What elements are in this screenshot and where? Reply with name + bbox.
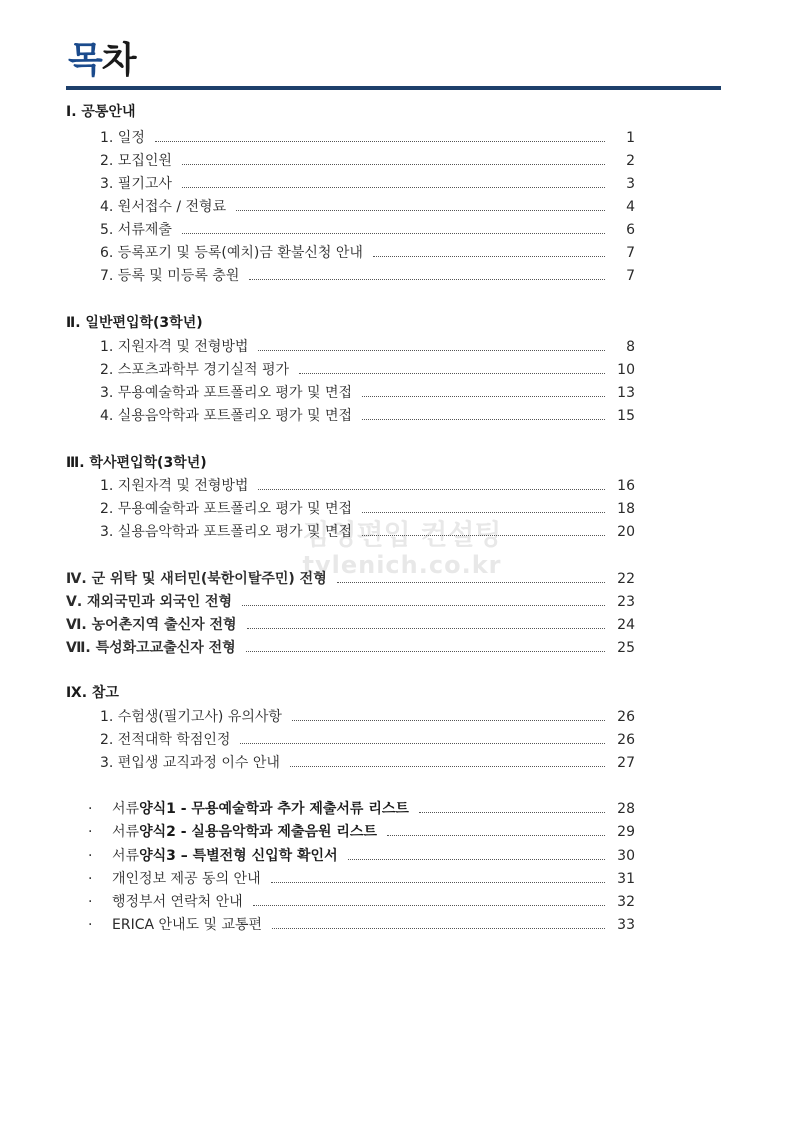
toc-entry[interactable]: [100, 708, 635, 726]
leader-dots: [258, 350, 605, 351]
toc-entry-label: Ⅵ. 농어촌지역 출신자 전형: [66, 617, 237, 633]
leader-dots: [272, 928, 605, 929]
leader-dots: [236, 210, 605, 211]
appendix-prefix: 서류: [112, 848, 140, 864]
leader-dots: [419, 812, 605, 813]
toc-entry-label: 2. 무용예술학과 포트폴리오 평가 및 면접: [100, 501, 352, 517]
leader-dots: [362, 396, 605, 397]
title-part2: 차: [101, 40, 136, 81]
toc-entry-page: 18: [617, 501, 635, 517]
toc-entry-page: 6: [626, 222, 635, 238]
toc-entry-label: Ⅴ. 재외국민과 외국인 전형: [66, 594, 233, 610]
leader-dots: [258, 489, 605, 490]
section-heading-9: Ⅸ. 참고: [66, 685, 119, 701]
leader-dots: [182, 233, 605, 234]
leader-dots: [362, 535, 605, 536]
toc-entry-label: Ⅶ. 특성화고교출신자 전형: [66, 640, 236, 656]
appendix-entry[interactable]: [88, 870, 635, 888]
leader-dots: [246, 651, 605, 652]
leader-dots: [387, 835, 605, 836]
appendix-entry[interactable]: [88, 847, 635, 865]
toc-entry[interactable]: [100, 477, 635, 495]
toc-entry-page: 16: [617, 478, 635, 494]
toc-entry-page: 32: [617, 894, 635, 910]
leader-dots: [240, 743, 605, 744]
appendix-bold-label: 양식2 - 실용음악학과 제출음원 리스트: [139, 824, 377, 840]
leader-dots: [247, 628, 605, 629]
toc-entry-page: 25: [617, 640, 635, 656]
toc-entry-label: 4. 실용음악학과 포트폴리오 평가 및 면접: [100, 408, 352, 424]
leader-dots: [182, 187, 605, 188]
title-part1: 목: [68, 40, 102, 81]
toc-entry[interactable]: [100, 129, 635, 147]
toc-entry-label: 3. 무용예술학과 포트폴리오 평가 및 면접: [100, 385, 352, 401]
watermark-line2: tylenich.co.kr: [302, 551, 502, 579]
toc-entry-label: 7. 등록 및 미등록 충원: [100, 268, 240, 284]
toc-entry-label: Ⅳ. 군 위탁 및 새터민(북한이탈주민) 전형: [66, 571, 327, 587]
toc-entry-label: 1. 일정: [100, 130, 145, 146]
appendix-entry[interactable]: [88, 893, 635, 911]
toc-entry-page: 30: [617, 848, 635, 864]
appendix-entry[interactable]: [88, 916, 635, 934]
toc-entry[interactable]: [100, 523, 635, 541]
leader-dots: [182, 164, 605, 165]
section-heading-3: Ⅲ. 학사편입학(3학년): [66, 455, 207, 471]
leader-dots: [271, 882, 605, 883]
appendix-prefix: 서류: [112, 824, 140, 840]
toc-entry-page: 26: [617, 732, 635, 748]
toc-entry[interactable]: [66, 593, 635, 611]
toc-entry-page: 33: [617, 917, 635, 933]
toc-entry[interactable]: [100, 384, 635, 402]
page-title: [68, 38, 136, 84]
toc-entry[interactable]: [100, 338, 635, 356]
appendix-prefix: 개인정보 제공 동의 안내: [112, 871, 261, 887]
toc-entry[interactable]: [66, 570, 635, 588]
appendix-entry[interactable]: [88, 800, 635, 818]
toc-entry-label: 1. 수험생(필기고사) 유의사항: [100, 709, 282, 725]
toc-entry-page: 26: [617, 709, 635, 725]
leader-dots: [249, 279, 605, 280]
appendix-bold-label: 양식3 – 특별전형 신입학 확인서: [139, 848, 338, 864]
toc-entry-label: 3. 실용음악학과 포트폴리오 평가 및 면접: [100, 524, 352, 540]
toc-entry-page: 7: [626, 268, 635, 284]
toc-entry-page: 13: [617, 385, 635, 401]
toc-entry-page: 27: [617, 755, 635, 771]
toc-entry[interactable]: [100, 267, 635, 285]
toc-entry-page: 28: [617, 801, 635, 817]
toc-entry[interactable]: [100, 175, 635, 193]
appendix-prefix: 서류: [112, 801, 140, 817]
toc-entry-page: 7: [626, 245, 635, 261]
bullet-icon: ·: [88, 917, 93, 933]
toc-entry-page: 8: [626, 339, 635, 355]
toc-entry[interactable]: [66, 639, 635, 657]
leader-dots: [155, 141, 605, 142]
toc-entry-label: 3. 편입생 교직과정 이수 안내: [100, 755, 280, 771]
appendix-entry[interactable]: [88, 823, 635, 841]
toc-entry-label: 4. 원서접수 / 전형료: [100, 199, 227, 215]
section-heading-2: Ⅱ. 일반편입학(3학년): [66, 315, 203, 331]
toc-entry-label: 2. 전적대학 학점인정: [100, 732, 231, 748]
toc-entry[interactable]: [100, 221, 635, 239]
toc-entry-label: 1. 지원자격 및 전형방법: [100, 478, 249, 494]
toc-entry-label: 2. 스포츠과학부 경기실적 평가: [100, 362, 289, 378]
toc-entry[interactable]: [66, 616, 635, 634]
toc-entry-page: 31: [617, 871, 635, 887]
appendix-prefix: ERICA 안내도 및 교통편: [112, 917, 263, 933]
toc-entry-label: 6. 등록포기 및 등록(예치)금 환불신청 안내: [100, 245, 363, 261]
toc-entry-page: 15: [617, 408, 635, 424]
leader-dots: [299, 373, 605, 374]
bullet-icon: ·: [88, 894, 93, 910]
toc-entry-label: 2. 모집인원: [100, 153, 172, 169]
title-underline: [66, 86, 721, 90]
leader-dots: [242, 605, 605, 606]
bullet-icon: ·: [88, 848, 93, 864]
toc-entry-page: 1: [626, 130, 635, 146]
toc-entry[interactable]: [100, 500, 635, 518]
toc-entry[interactable]: [100, 731, 635, 749]
toc-entry-page: 20: [617, 524, 635, 540]
toc-entry[interactable]: [100, 198, 635, 216]
toc-entry-label: 5. 서류제출: [100, 222, 172, 238]
leader-dots: [290, 766, 605, 767]
leader-dots: [362, 512, 605, 513]
toc-entry-page: 29: [617, 824, 635, 840]
toc-entry-page: 10: [617, 362, 635, 378]
leader-dots: [337, 582, 605, 583]
appendix-prefix: 행정부서 연락처 안내: [112, 894, 243, 910]
appendix-bold-label: 양식1 - 무용예술학과 추가 제출서류 리스트: [139, 801, 409, 817]
toc-entry-label: 1. 지원자격 및 전형방법: [100, 339, 249, 355]
toc-entry[interactable]: [100, 754, 635, 772]
toc-entry[interactable]: [100, 361, 635, 379]
toc-entry-page: 3: [626, 176, 635, 192]
leader-dots: [292, 720, 605, 721]
leader-dots: [373, 256, 605, 257]
toc-entry-page: 23: [617, 594, 635, 610]
toc-entry-page: 2: [626, 153, 635, 169]
toc-entry-page: 4: [626, 199, 635, 215]
toc-entry[interactable]: [100, 407, 635, 425]
bullet-icon: ·: [88, 824, 93, 840]
watermark-line1: 김영편입 컨설팅: [302, 518, 502, 551]
toc-entry[interactable]: [100, 244, 635, 262]
toc-entry-page: 24: [617, 617, 635, 633]
leader-dots: [362, 419, 605, 420]
toc-entry[interactable]: [100, 152, 635, 170]
toc-entry-label: 3. 필기고사: [100, 176, 172, 192]
bullet-icon: ·: [88, 801, 93, 817]
toc-entry-page: 22: [617, 571, 635, 587]
leader-dots: [348, 859, 605, 860]
bullet-icon: ·: [88, 871, 93, 887]
section-heading-1: Ⅰ. 공통안내: [66, 104, 136, 120]
leader-dots: [253, 905, 605, 906]
